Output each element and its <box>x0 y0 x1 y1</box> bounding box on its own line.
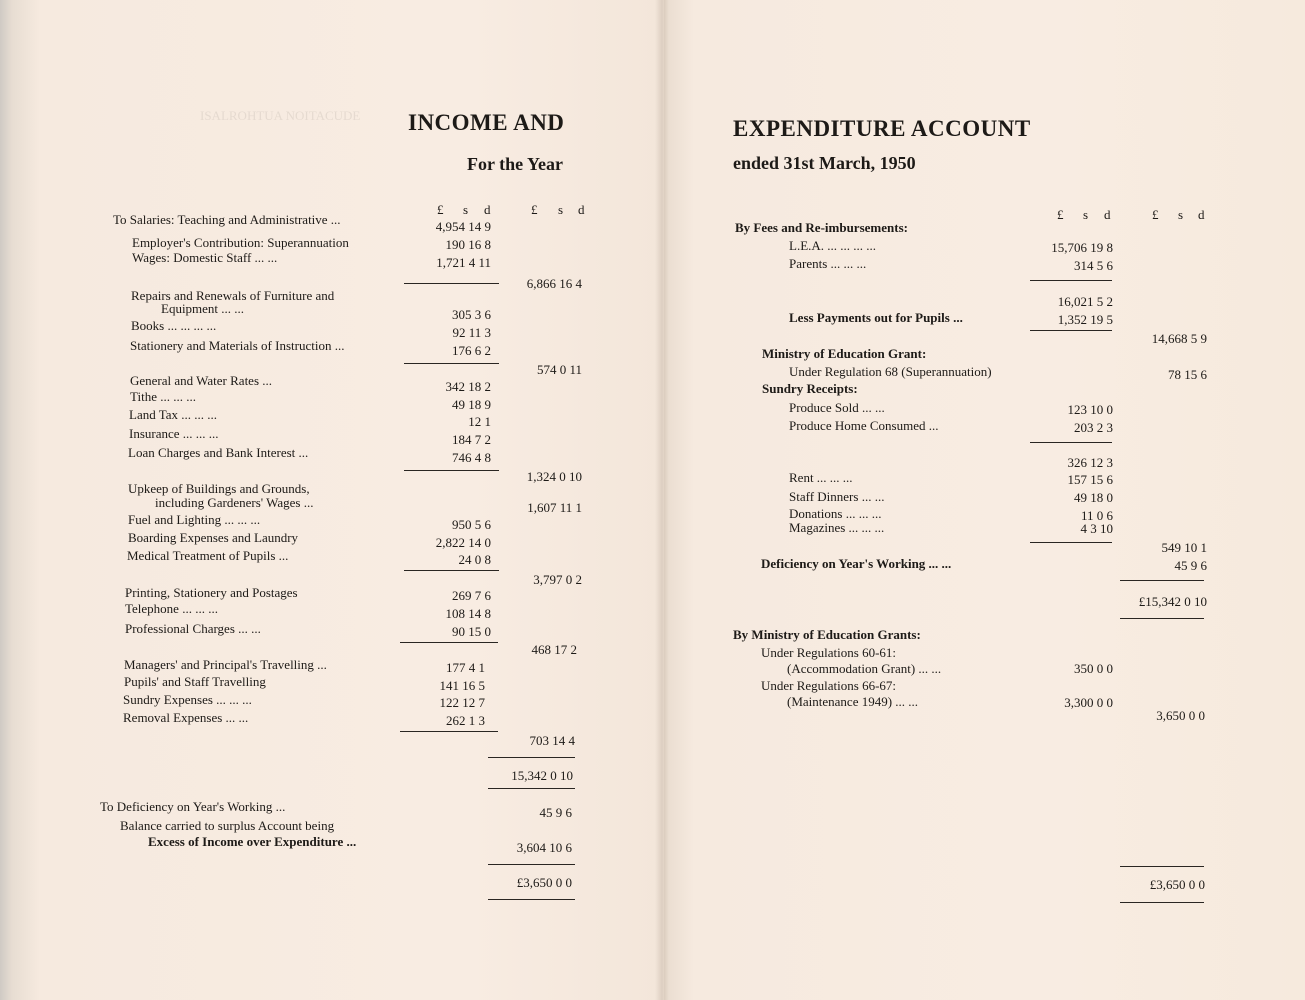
line-label: Books ... ... ... ... <box>131 318 217 333</box>
line-label: Removal Expenses ... ... <box>123 710 249 725</box>
underline-rule <box>1120 580 1204 581</box>
column-header-shillings: s <box>463 202 469 217</box>
line-amount: 49 18 0 <box>1074 490 1113 505</box>
page-title: INCOME AND <box>408 110 565 135</box>
line-amount: 203 2 3 <box>1074 420 1113 435</box>
line-label: Pupils' and Staff Travelling <box>124 674 266 689</box>
line-amount: 12 1 <box>468 414 491 429</box>
group-total: 6,866 16 4 <box>526 276 582 291</box>
underline-rule <box>1120 902 1204 903</box>
group-total: 574 0 11 <box>536 362 582 377</box>
line-label: Loan Charges and Bank Interest ... <box>128 445 309 460</box>
column-header-shillings: s <box>1178 207 1184 222</box>
show-through-text: ISALROHTUA NOITACUDE <box>200 108 361 123</box>
line-label: Printing, Stationery and Postages <box>125 585 298 600</box>
line-amount: 123 10 0 <box>1067 402 1113 417</box>
line-label: Fuel and Lighting ... ... ... <box>128 512 261 527</box>
underline-rule <box>488 757 575 758</box>
column-header-pence: d <box>578 202 585 217</box>
book-gutter <box>655 0 669 1000</box>
line-label: Managers' and Principal's Travelling ... <box>124 657 327 672</box>
line-amount: 262 1 3 <box>446 713 485 728</box>
underline-rule <box>400 642 498 643</box>
column-header-pounds: £ <box>531 202 538 217</box>
group-total: 468 17 2 <box>531 642 577 657</box>
line-amount: 141 16 5 <box>439 678 485 693</box>
line-label: Telephone ... ... ... <box>125 601 218 616</box>
line-label: Insurance ... ... ... <box>129 426 219 441</box>
line-label: Produce Sold ... ... <box>789 400 885 415</box>
line-amount: 314 5 6 <box>1074 258 1113 273</box>
grand-total: £15,342 0 10 <box>1138 594 1207 609</box>
group-total: 1,607 11 1 <box>527 500 582 515</box>
line-label: Produce Home Consumed ... <box>789 418 939 433</box>
underline-rule <box>404 470 499 471</box>
line-label: Equipment ... ... <box>161 301 245 316</box>
line-amount: 49 18 9 <box>452 397 491 412</box>
line-label: Less Payments out for Pupils ... <box>789 310 963 325</box>
line-amount: 4 3 10 <box>1080 521 1113 536</box>
line-amount: 90 15 0 <box>452 624 491 639</box>
line-label: Under Regulations 60-61: <box>761 645 897 660</box>
line-amount: 108 14 8 <box>445 606 491 621</box>
page-subtitle: ended 31st March, 1950 <box>733 153 916 173</box>
underline-rule <box>404 363 499 364</box>
line-label: (Accommodation Grant) ... ... <box>787 661 942 676</box>
line-label: Under Regulations 66-67: <box>761 678 897 693</box>
line-label: Magazines ... ... ... <box>789 520 885 535</box>
line-amount: 157 15 6 <box>1067 472 1113 487</box>
line-label: Deficiency on Year's Working ... ... <box>761 556 952 571</box>
line-total: 45 9 6 <box>1174 558 1207 573</box>
line-amount: 3,300 0 0 <box>1064 695 1113 710</box>
line-label: Under Regulation 68 (Superannuation) <box>789 364 992 379</box>
section-heading: By Ministry of Education Grants: <box>733 627 921 642</box>
line-amount: 2,822 14 0 <box>435 535 491 550</box>
underline-rule <box>1120 866 1204 867</box>
column-header-pence: d <box>1104 207 1111 222</box>
underline-rule <box>404 283 499 284</box>
underline-rule <box>488 899 575 900</box>
group-total: 3,797 0 2 <box>533 572 582 587</box>
line-label: Boarding Expenses and Laundry <box>128 530 299 545</box>
group-total: 14,668 5 9 <box>1151 331 1207 346</box>
column-header-shillings: s <box>558 202 564 217</box>
line-amount: 122 12 7 <box>439 695 485 710</box>
line-label: L.E.A. ... ... ... ... <box>789 238 877 253</box>
line-label: Stationery and Materials of Instruction ... <box>130 338 345 353</box>
line-label: Professional Charges ... ... <box>125 621 261 636</box>
line-label: Parents ... ... ... <box>789 256 867 271</box>
line-amount: 11 0 6 <box>1080 508 1113 523</box>
line-label: (Maintenance 1949) ... ... <box>787 694 919 709</box>
line-label: To Salaries: Teaching and Administrative ... <box>113 212 341 227</box>
group-total: 1,324 0 10 <box>526 469 582 484</box>
underline-rule <box>488 788 575 789</box>
underline-rule <box>1030 280 1112 281</box>
line-amount: 15,706 19 8 <box>1051 240 1113 255</box>
subtotal-amount: 326 12 3 <box>1067 455 1113 470</box>
underline-rule <box>488 864 575 865</box>
line-label: including Gardeners' Wages ... <box>155 495 314 510</box>
line-label: Excess of Income over Expenditure ... <box>148 834 357 849</box>
line-label: Land Tax ... ... ... <box>129 407 218 422</box>
section-heading: Sundry Receipts: <box>762 381 858 396</box>
line-amount: 190 16 8 <box>445 237 491 252</box>
group-total: 549 10 1 <box>1161 540 1207 555</box>
column-header-pence: d <box>1198 207 1205 222</box>
line-amount: 1,352 19 5 <box>1057 312 1113 327</box>
line-amount: 1,721 4 11 <box>436 255 491 270</box>
line-label: Medical Treatment of Pupils ... <box>127 548 289 563</box>
line-amount: 24 0 8 <box>458 552 491 567</box>
group-total: 3,650 0 0 <box>1156 708 1205 723</box>
line-label: Staff Dinners ... ... <box>789 489 885 504</box>
line-amount: 92 11 3 <box>452 325 491 340</box>
line-label: General and Water Rates ... <box>130 373 273 388</box>
line-amount: 269 7 6 <box>452 588 491 603</box>
section-heading: Ministry of Education Grant: <box>762 346 927 361</box>
line-total: 3,604 10 6 <box>516 840 572 855</box>
line-amount: 176 6 2 <box>452 343 491 358</box>
column-header-pounds: £ <box>1152 207 1159 222</box>
subtotal-amount: 16,021 5 2 <box>1057 294 1113 309</box>
line-amount: 177 4 1 <box>446 660 485 675</box>
column-header-pence: d <box>484 202 491 217</box>
column-header-pounds: £ <box>437 202 444 217</box>
page-title: EXPENDITURE ACCOUNT <box>733 116 1031 141</box>
line-amount: 746 4 8 <box>452 450 491 465</box>
line-amount: 4,954 14 9 <box>435 219 491 234</box>
final-total: £3,650 0 0 <box>1149 877 1205 892</box>
line-label: Donations ... ... ... <box>789 506 882 521</box>
line-label: To Deficiency on Year's Working ... <box>100 799 286 814</box>
line-amount: 342 18 2 <box>445 379 491 394</box>
page-subtitle: For the Year <box>467 154 563 174</box>
line-amount: 305 3 6 <box>452 307 491 322</box>
grand-total: 15,342 0 10 <box>511 768 573 783</box>
line-label: Upkeep of Buildings and Grounds, <box>128 481 310 496</box>
underline-rule <box>1030 330 1112 331</box>
underline-rule <box>404 570 499 571</box>
column-header-pounds: £ <box>1057 207 1064 222</box>
line-amount: 950 5 6 <box>452 517 491 532</box>
line-label: Balance carried to surplus Account being <box>120 818 335 833</box>
underline-rule <box>1030 442 1112 443</box>
column-header-shillings: s <box>1083 207 1089 222</box>
line-amount: 350 0 0 <box>1074 661 1113 676</box>
line-label: Employer's Contribution: Superannuation <box>132 235 349 250</box>
line-label: Rent ... ... ... <box>789 470 853 485</box>
line-label: Sundry Expenses ... ... ... <box>123 692 252 707</box>
right-page <box>664 0 1305 1000</box>
underline-rule <box>1120 618 1204 619</box>
group-total: 703 14 4 <box>529 733 575 748</box>
line-amount: 184 7 2 <box>452 432 491 447</box>
line-label: Wages: Domestic Staff ... ... <box>132 250 278 265</box>
final-total: £3,650 0 0 <box>516 875 572 890</box>
underline-rule <box>400 731 498 732</box>
section-heading: By Fees and Re-imbursements: <box>735 220 908 235</box>
line-label: Repairs and Renewals of Furniture and <box>131 288 335 303</box>
line-total: 78 15 6 <box>1168 367 1207 382</box>
line-label: Tithe ... ... ... <box>130 389 196 404</box>
underline-rule <box>1030 542 1112 543</box>
line-total: 45 9 6 <box>539 805 572 820</box>
